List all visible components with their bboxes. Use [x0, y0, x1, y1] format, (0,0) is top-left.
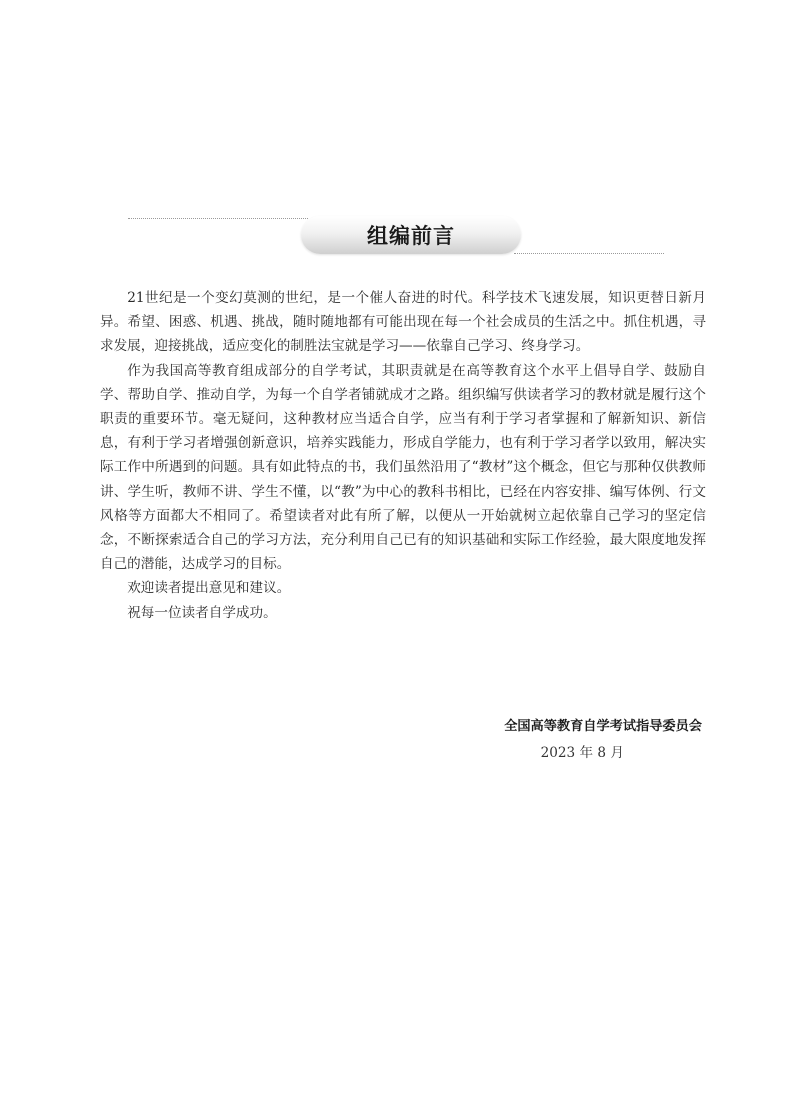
signature-date: 2023 年 8 月: [540, 745, 624, 761]
paragraph-1: 21世纪是一个变幻莫测的世纪，是一个催人奋进的时代。科学技术飞速发展，知识更替日新月异。希望、困惑、机遇、挑战，随时随地都有可能出现在每一个社会成员的生活之中。抓住机遇，寻求发展，迎接挑战，适应变化的制胜法宝就是学习——依靠自己学习、终身学习。: [100, 290, 706, 355]
page-title: 组编前言: [367, 224, 455, 248]
signature-block: [504, 714, 702, 766]
paragraph-2: 作为我国高等教育组成部分的自学考试，其职责就是在高等教育这个水平上倡导自学、鼓励自学、帮助自学、推动自学，为每一个自学者铺就成才之路。组织编写供读者学习的教材就是履行这个职责的重要环节。毫无疑问，这种教材应当适合自学，应当有利于学习者掌握和了解新知识、新信息，有利于学习者增强创新意识，培养实践能力，形成自学能力，也有利于学习者学以致用，解决实际工作中所遇到的问题。具有如此特点的书，我们虽然沿用了“教材”这个概念，但它与那种仅供教师讲、学生听，教师不讲、学生不懂，以“教”为中心的教科书相比，已经在内容安排、编写体例、行文风格等方面都大不相同了。希望读者对此有所了解，以便从一开始就树立起依靠自己学习的坚定信念，不断探索适合自己的学习方法，充分利用自己已有的知识基础和实际工作经验，最大限度地发挥自己的潜能，达成学习的目标。: [100, 362, 706, 573]
dotted-rule-left: [128, 218, 308, 219]
title-pill: [301, 216, 521, 254]
paragraph-4: 祝每一位读者自学成功。: [127, 604, 277, 621]
preface-body: [100, 286, 706, 625]
paragraph-3: 欢迎读者提出意见和建议。: [127, 580, 291, 597]
dotted-rule-right: [514, 253, 664, 254]
signature-organization: 全国高等教育自学考试指导委员会: [504, 719, 702, 734]
title-banner: [128, 208, 664, 262]
